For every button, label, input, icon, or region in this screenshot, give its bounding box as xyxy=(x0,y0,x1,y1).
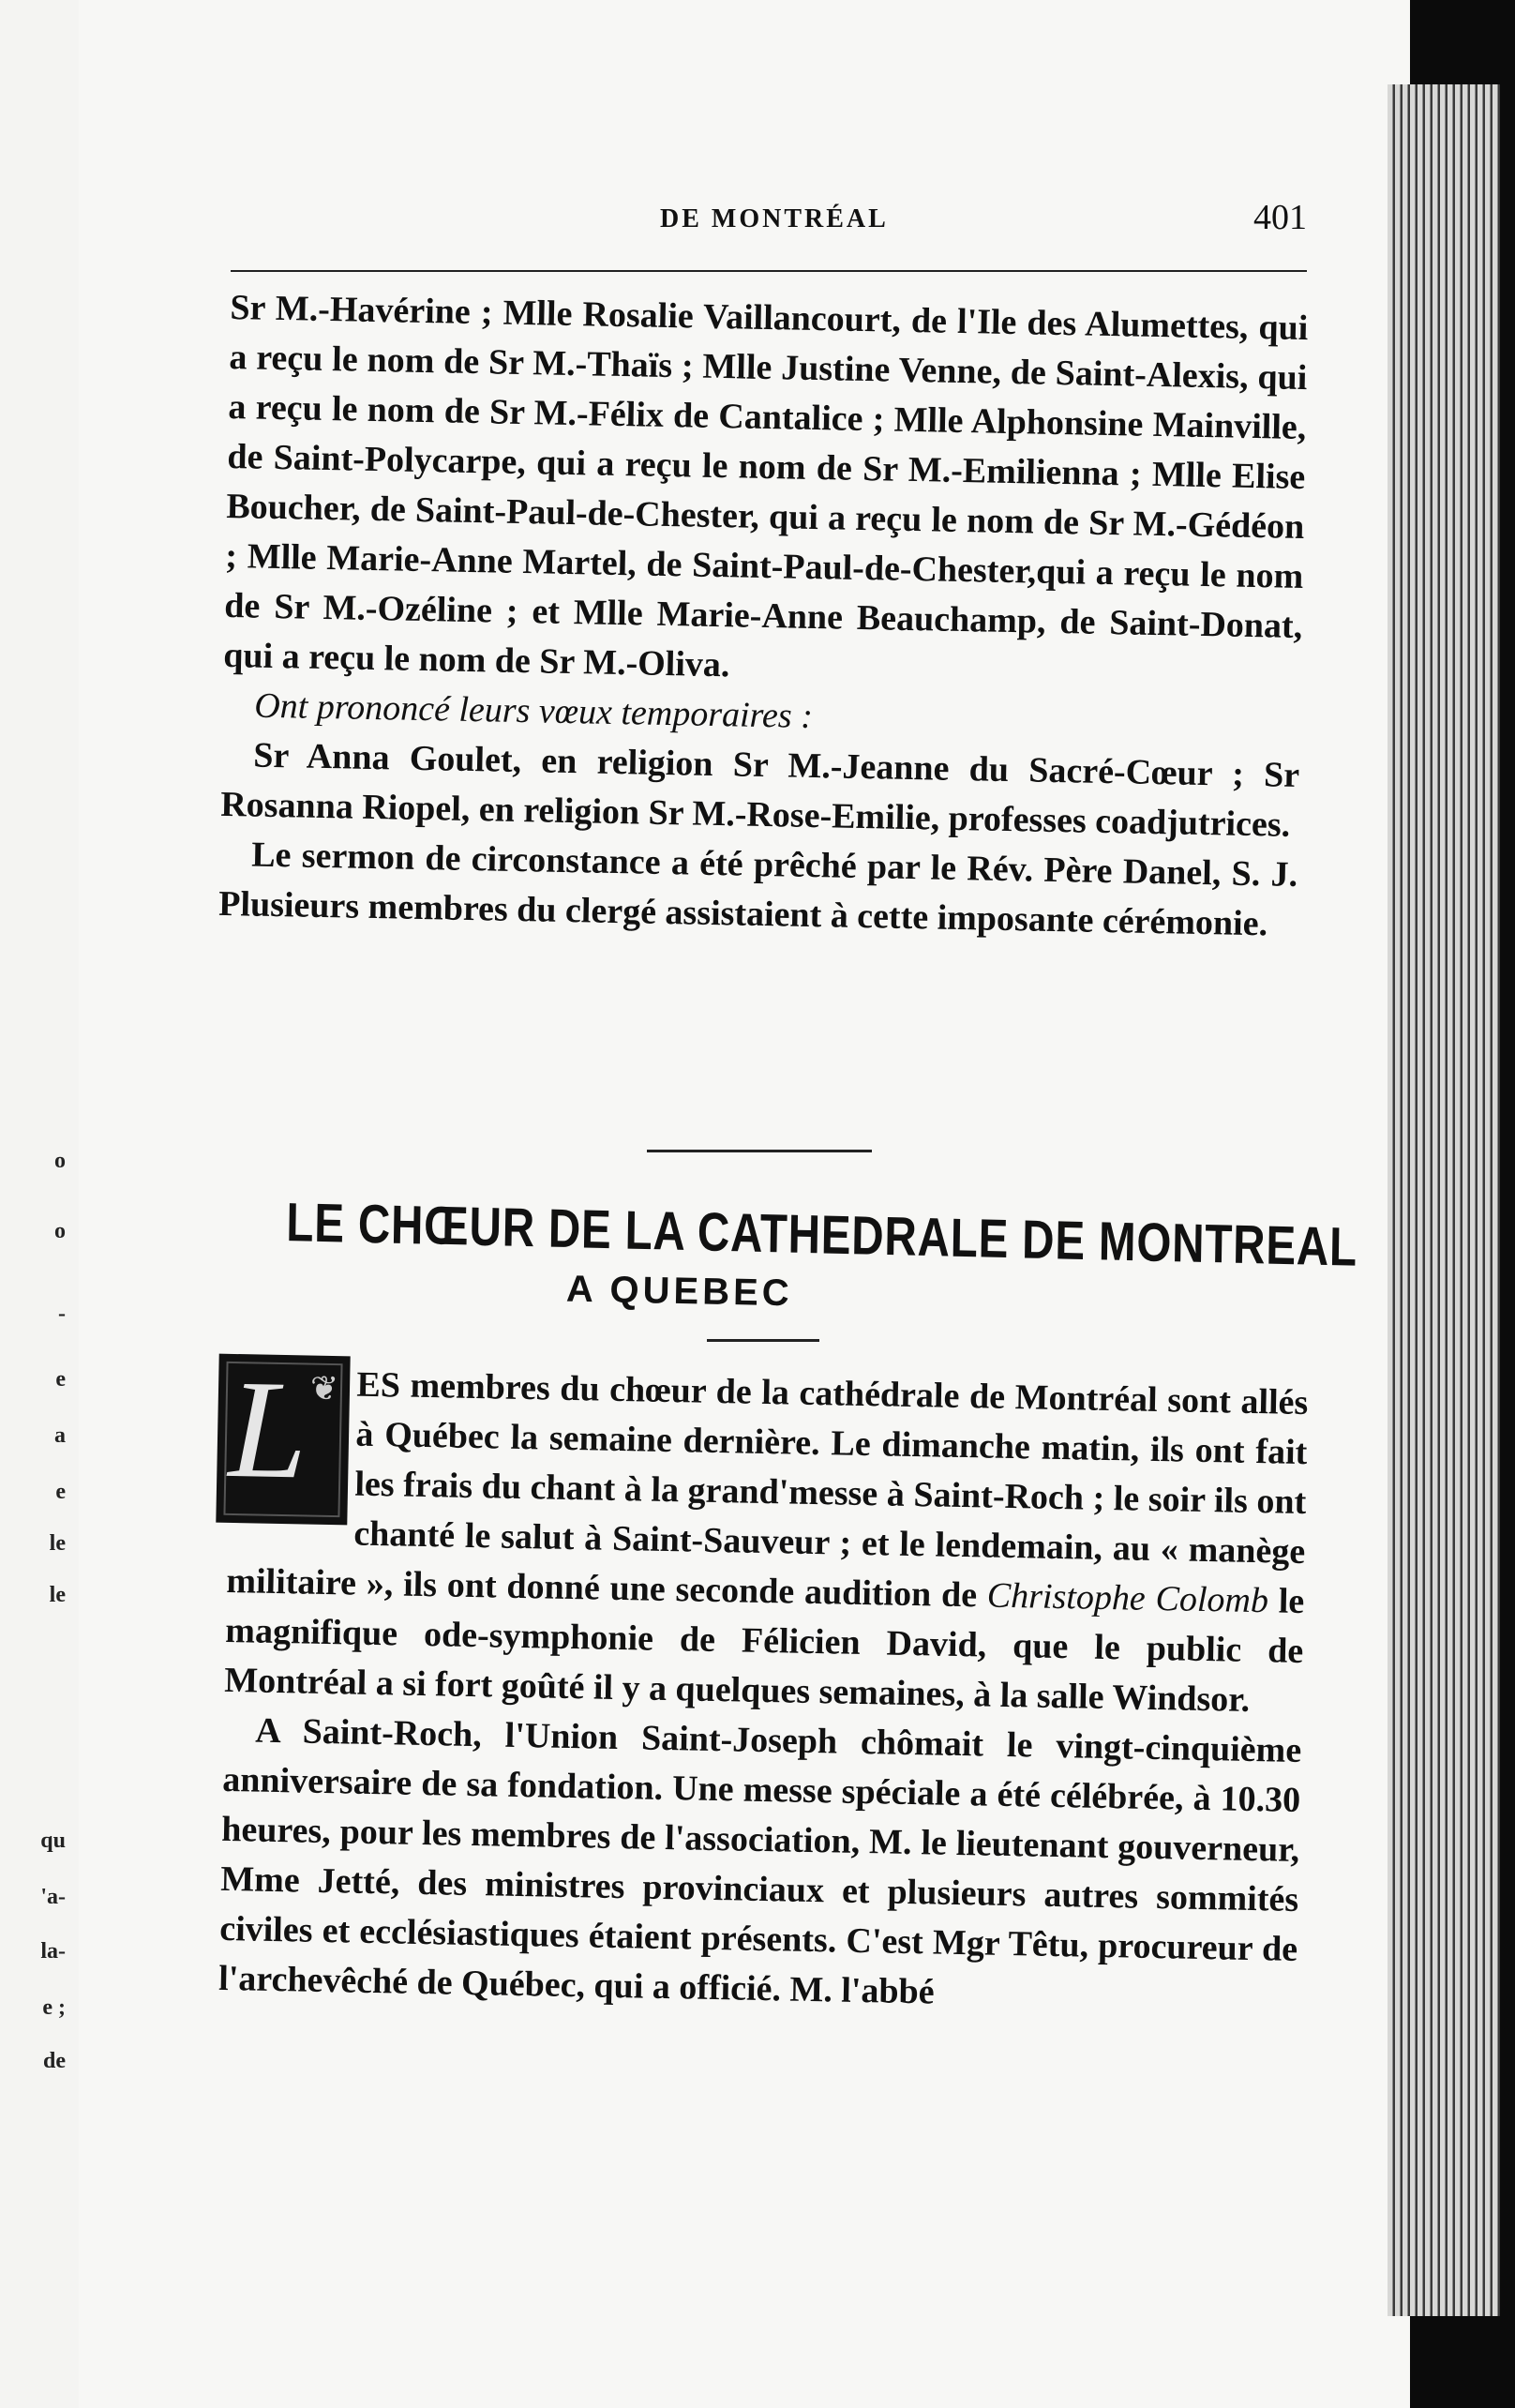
book-page xyxy=(79,0,1410,2408)
margin-fragment: - xyxy=(58,1302,66,1326)
margin-fragment: le xyxy=(49,1531,66,1556)
article-title: LE CHŒUR DE LA CATHEDRALE DE MONTREAL xyxy=(285,1191,1358,1278)
page-number: 401 xyxy=(1253,198,1307,237)
paragraph-choir: ES membres du chœur de la cathédrale de Montréal sont allés à Québec la semaine dernière. Le dimanche matin, ils ont fait les frais du chant à la grand'messe à Saint-Roch ; le soir ils ont chanté le salut à Saint-Sauveur ; et le lendemain, au « manège militaire », ils ont donné une seconde audition de Christophe Colomb le magnifique ode-symphonie de Félicien David, que le public de Montréal a si fort goûté il y a quelques semaines, à la salle Windsor. xyxy=(223,1364,1309,1720)
section-divider xyxy=(647,1150,872,1152)
margin-fragment: a xyxy=(54,1423,66,1448)
header-rule xyxy=(231,270,1307,272)
page-block-edges xyxy=(1388,84,1500,2316)
paragraph-vows-heading: Ont prononcé leurs vœux temporaires : xyxy=(253,685,814,736)
margin-fragment: la- xyxy=(40,1939,66,1964)
page-header xyxy=(201,198,1307,242)
paragraph-sermon: Le sermon de circonstance a été prêché par le Rév. Père Danel, S. J. Plusieurs membres du clergé assistaient à cette imposante cérémonie. xyxy=(218,835,1298,944)
margin-fragment: de xyxy=(43,2049,66,2073)
work-title: Christophe Colomb xyxy=(986,1575,1269,1621)
paragraph-saint-roch: A Saint-Roch, l'Union Saint-Joseph chômait le vingt-cinquième anniversaire de sa fondation. Une messe spéciale a été célébrée, à 10.30 heures, pour les membres de l'association, M. le lieutenant gouverneur, Mme Jetté, des ministres provinciaux et plusieurs autres sommités civiles et ecclésiastiques étaient présents. C'est Mgr Têtu, procureur de l'archevêché de Québec, qui a officié. M. l'abbé xyxy=(218,1710,1302,2012)
floral-ornament-icon: ❦ xyxy=(309,1369,339,1408)
running-title: DE MONTRÉAL xyxy=(660,204,889,233)
margin-fragment: le xyxy=(49,1583,66,1607)
margin-fragment: e ; xyxy=(42,1995,66,2020)
margin-fragment: o xyxy=(54,1219,66,1243)
margin-fragment: e xyxy=(55,1367,66,1392)
article-body xyxy=(218,1358,1309,2024)
margin-fragment: e xyxy=(55,1480,66,1504)
margin-fragment: 'a- xyxy=(40,1885,66,1909)
margin-fragment: qu xyxy=(40,1829,66,1853)
article-subtitle: A QUEBEC xyxy=(565,1268,794,1315)
adjacent-page-edge xyxy=(0,0,82,2408)
margin-fragment: o xyxy=(54,1149,66,1173)
section-profession-list xyxy=(218,283,1309,950)
drop-cap-letter: L xyxy=(227,1350,309,1509)
paragraph-novices: Sr M.-Havérine ; Mlle Rosalie Vaillancourt, de l'Ile des Alumettes, qui a reçu le nom de Sr M.-Thaïs ; Mlle Justine Venne, de Saint-Alexis, qui a reçu le nom de Sr M.-Félix de Cantalice ; Mlle Alphonsine Mainville, de Saint-Polycarpe, qui a reçu le nom de Sr M.-Emilienna ; Mlle Elise Boucher, de Saint-Paul-de-Chester, qui a reçu le nom de Sr M.-Gédéon ; Mlle Marie-Anne Martel, de Saint-Paul-de-Chester,qui a reçu le nom de Sr M.-Ozéline ; et Mlle Marie-Anne Beauchamp, de Saint-Donat, qui a reçu le nom de Sr M.-Oliva. xyxy=(222,287,1309,685)
title-rule xyxy=(707,1339,819,1342)
paragraph-professes: Sr Anna Goulet, en religion Sr M.-Jeanne du Sacré-Cœur ; Sr Rosanna Riopel, en religion Sr M.-Rose-Emilie, professes coadjutrices. xyxy=(219,735,1300,845)
